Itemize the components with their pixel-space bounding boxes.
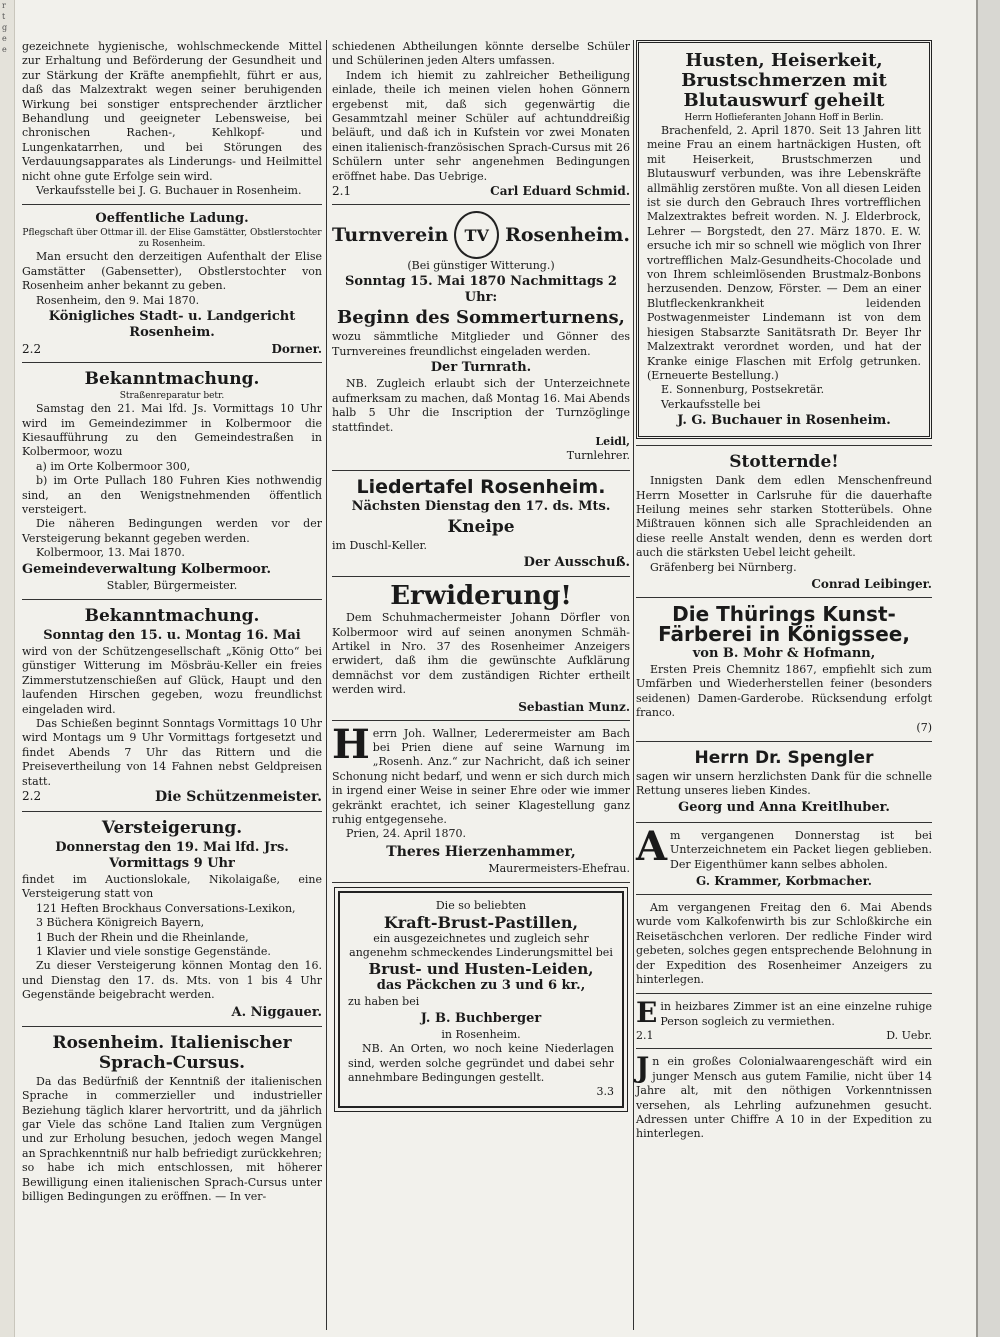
paragraph: gezeichnete hygienische, wohlschmeckende Mittel zur Erhaltung und Beförderung der Gesundheit und zur Stärkung der Kräfte anempfiehlt, führt er aus, daß das Malzextrakt wegen seiner beruhigenden Wirkung bei sonstiger entsprechender ärztlicher Behandlung und geeigneter Lebensweise, bei chronischen Rachen-, Kehlkopf- und Lungenkatarrhen, und bei Störungen des Verdauungsapparates als Linderungs- und Heilmittel nicht ohne gute Erfolge sein wird. [22,40,322,183]
ad-liedertafel [332,477,630,570]
paragraph: Zu dieser Versteigerung können Montag den 16. und Dienstag den 17. ds. Mts. von 1 bis 4 Uhr Gegenstände beigebracht werden. [22,959,322,1002]
ad-lehrling [636,1051,932,1141]
ad-kraft-brust-pastillen [338,891,624,1108]
paragraph: errn Joh. Wallner, Lederermeister am Bach bei Prien diene auf seine Warnung im „Rosenh. Anz.“ zur Nachricht, daß ich seiner Schonung nicht bedarf, und wenn er sich durch mich in irgend einer Weise in seiner Ehre oder wie immer gekränkt erachtet, ich seiner Klagestellung ganz ruhig entgegensehe. [332,726,630,826]
divider [332,204,630,205]
paragraph: wird von der Schützengesellschaft „König Otto“ bei günstiger Witterung im Mösbräu-Keller ein freies Zimmerstutzenschießen auf Glück, Haupt und den laufenden Hirschen gegeben, wozu freundlichst eingeladen wird. [22,644,322,716]
ad-spengler [636,748,932,816]
signature-role: Maurermeisters-Ehefrau. [488,861,630,875]
ad-title: Stotternde! [729,452,839,473]
signature: Dorner. [271,342,322,357]
ad-oeffentliche-ladung [22,211,322,356]
date: Rosenheim, den 9. Mai 1870. [36,293,200,307]
drop-cap: H [332,720,370,768]
signature: Conrad Leibinger. [811,576,932,591]
ad-packet [636,822,932,889]
ad-title: Kraft-Brust-Pastillen, [383,912,579,932]
event-date: Sonntag 15. Mai 1870 Nachmittags 2 Uhr: [345,274,617,306]
drop-cap: J [636,1051,650,1085]
venue: im Duschl-Keller. [332,538,427,552]
divider [22,1026,322,1027]
weather-note: (Bei günstiger Witterung.) [407,259,555,273]
signature: Sebastian Munz. [518,699,630,714]
court-name: Königliches Stadt- u. Landgericht Rosenheim. [48,309,296,341]
divider [636,445,932,446]
ad-faerberei [636,601,932,735]
seller: J. G. Buchauer in Rosenheim. [677,413,891,429]
ad-title: Rosenheim. Italienischer Sprach-Cursus. [52,1032,292,1073]
divider [636,822,932,823]
column-rule [633,40,634,1330]
signature: Theres Hierzenhammer, [386,843,576,860]
ad-subtitle: Pflegschaft über Ottmar ill. der Elise Gamstätter, Obstlerstochter zu Rosenheim. [22,228,322,250]
signature: G. Krammer, Korbmacher. [696,874,872,889]
signature: Der Ausschuß. [523,555,630,571]
ad-subtitle: Straßenreparatur betr. [119,391,225,402]
margin-char: r [2,1,6,10]
ad-number: 2.2 [22,342,42,357]
paragraph: Samstag den 21. Mai lfd. Js. Vormittags 10 Uhr wird im Gemeindezimmer in Kolbermoor die Kiesaufführung zu den Gemeindestraßen in Kolbermoor, wozu [22,402,322,459]
paragraph: NB. Zugleich erlaubt sich der Unterzeichnete aufmerksam zu machen, daß Montag 16. Mai Abends halb 5 Uhr die Inscription der Turnzöglinge stattfindet. [332,377,630,434]
paragraph: schiedenen Abtheilungen könnte derselbe Schüler und Schülerinen jeden Alters umfassen. [332,40,630,68]
seller-place: in Rosenheim. [441,1027,521,1041]
paragraph: Brachenfeld, 2. April 1870. Seit 13 Jahren litt meine Frau an einem hartnäckigen Husten, oft mit Heiserkeit, Brustschmerzen und Blutauswurf verbunden, was ihre Lebenskräfte allmählig zerstören mußte. Von all diesen Leiden ist sie durch den Gebrauch Ihres vortrefflichen Malzextraktes befreit worden. N. J. Elderbrock, Lehrer — Borgstedt, den 27. März 1870. E. W. ersuche ich mir so schnell wie möglich von Ihrer vortrefflichen Malz-Gesundheits-Chocolade und von Ihrem schleimlösenden Brustmalz-Bonbons herzusenden. Denzow, Förster. — Dem an einer Blutfleckenkrankheit leidenden Postwagenmeister Lindemann ist von dem hiesigen Stabsarzte Sanitätsrath Dr. Beyer Ihr Malzextrakt verordnet worden, und hat der Kranke einige Flaschen mit Erfolg getrunken. (Erneuerte Bestellung.) [647,124,921,382]
ad-title: Erwiderung! [390,581,572,612]
price: das Päckchen zu 3 und 6 kr., [376,978,586,994]
divider [332,882,630,883]
ad-subtitle: von B. Mohr & Hofmann, [692,645,876,661]
paragraph: Verkaufsstelle bei [661,397,761,411]
list-item: b) im Orte Pullach 180 Fuhren Kies nothwendig sind, an den Wenigstnehmenden öffentlich versteigert. [22,474,322,516]
signature: Leidl, [595,434,630,448]
ad-versteigerung [22,818,322,1020]
organization: Gemeindeverwaltung Kolbermoor. [22,561,272,577]
signature: Die Schützenmeister. [155,789,322,806]
ad-number: 2.1 [636,1029,654,1043]
ad-bekanntmachung-schiessen [22,606,322,805]
ad-title: Bekanntmachung. [84,605,260,626]
ad-erwiderung [332,583,630,713]
ad-number: (7) [916,720,932,734]
column-2 [332,40,630,1116]
signature: Carl Eduard Schmid. [490,184,630,199]
signature: Georg und Anna Kreitlhuber. [678,799,890,815]
divider [332,576,630,577]
margin-char: e [2,34,7,43]
paragraph: wozu sämmtliche Mitglieder und Gönner des Turnvereines freundlichst eingeladen werden. [332,330,630,358]
ad-wallner [332,720,630,877]
ad-turnverein [332,211,630,464]
paragraph: m vergangenen Donnerstag ist bei Unterzeichnetem ein Packet liegen geblieben. Der Eigenthümer kann selbes abholen. [670,828,932,871]
heading-left: Turnverein [332,224,449,247]
ad-lead: Sonntag den 15. u. Montag 16. Mai [43,627,301,643]
paragraph: sagen wir unsern herzlichsten Dank für die schnelle Rettung unseres lieben Kindes. [636,770,932,798]
ad-stotternde [636,452,932,591]
ad-italienisch-cursus-cont [332,40,630,198]
divider [22,599,322,600]
divider [636,993,932,994]
list-item: 3 Büchera Königreich Bayern, [36,916,205,930]
drop-cap: A [636,822,668,870]
ad-reisetaeschchen [636,901,932,987]
paragraph: in heizbares Zimmer ist an eine einzelne ruhige Person sogleich zu vermiethen. [660,1000,932,1028]
paragraph: ein ausgezeichnetes und zugleich sehr angenehm schmeckendes Linderungsmittel bei [349,931,613,960]
divider [22,362,322,363]
signature: D. Uebr. [886,1029,932,1043]
ad-zimmer [636,996,932,1043]
drop-cap: E [636,996,658,1030]
left-margin-strip [0,0,15,1337]
divider [22,204,322,205]
paragraph: n ein großes Colonialwaarengeschäft wird ein junger Mensch aus gutem Familie, nicht über 14 Jahre alt, mit den nöthigen Vorkenntnissen versehen, als Lehrling aufzunehmen gesucht. Adressen unter Chiffre A 10 in der Expedition zu hinterlegen. [636,1055,932,1141]
ad-title: Versteigerung. [101,818,243,839]
ad-italienisch-cursus [22,1033,322,1205]
signature: E. Sonnenburg, Postsekretär. [661,383,825,397]
event-date: Nächsten Dienstag den 17. ds. Mts. [351,498,611,514]
ad-bekanntmachung-strassen [22,369,322,593]
ad-title: Brust- und Husten-Leiden, [368,960,594,979]
paragraph: Am vergangenen Freitag den 6. Mai Abends wurde vom Kalkofenwirth bis zur Schloßkirche ein Reisetäschchen verloren. Der redliche Finder wird gebeten, solches gegen entsprechende Belohnung in der Expedition des Rosenheimer Anzeigers zu hinterlegen. [636,901,932,987]
page-edge [976,0,1000,1337]
signature-role: Turnlehrer. [566,449,630,463]
turnverein-heading [332,211,630,259]
signature: A. Niggauer. [231,1004,322,1020]
ad-title: Bekanntmachung. [84,369,260,390]
column-rule [326,40,327,1330]
divider [22,811,322,812]
ad-title: Oeffentliche Ladung. [95,211,249,227]
malzextrakt-text [22,40,322,198]
paragraph: NB. An Orten, wo noch keine Niederlagen sind, werden solche gegründet und dabei sehr annehmbare Bedingungen gestellt. [348,1042,614,1085]
ad-husten-malzextrakt [636,40,932,439]
signature: Stabler, Bürgermeister. [106,578,238,592]
paragraph: Die näheren Bedingungen werden vor der Versteigerung bekannt gegeben werden. [22,517,322,545]
ad-number: 2.2 [22,789,42,804]
paragraph: Indem ich hiemit zu zahlreicher Betheiligung einlade, theile ich meinen vielen hohen Gönnern ergebenst mit, daß sich gegenwärtig die Gesammtzahl meiner Schüler auf achtunddreißig beläuft, und daß ich in Kufstein vor zwei Monaten einen italienisch-französischen Sprach-Cursus mit 26 Schülern unter sehr angenehmen Bedingungen eröffnet habe. Das Uebrige. [332,68,630,183]
seller: J. B. Buchberger [420,1010,542,1026]
divider [636,741,932,742]
list-item: 1 Buch der Rhein und die Rheinlande, [36,930,249,944]
ad-number: 3.3 [596,1085,614,1099]
divider [332,470,630,471]
heading-right: Rosenheim. [505,224,630,247]
paragraph: Verkaufsstelle bei J. G. Buchauer in Rosenheim. [36,184,302,198]
column-1 [22,40,322,1210]
paragraph: Das Schießen beginnt Sonntags Vormittags 10 Uhr wird Montags um 9 Uhr Vormittags fortgesetzt und findet Abends 7 Uhr das Rittern und die Preisevertheilung von 14 Fahnen nebst Geldpreisen statt. [22,717,322,788]
divider [636,894,932,895]
date: Prien, 24. April 1870. [346,827,467,841]
ad-title: Herrn Dr. Spengler [694,748,874,768]
list-item: 121 Heften Brockhaus Conversations-Lexikon, [36,901,296,915]
column-3 [636,40,932,1148]
margin-char: t [2,12,6,21]
divider [636,597,932,598]
divider [332,720,630,721]
place: Gräfenberg bei Nürnberg. [650,560,797,574]
ad-lead: Die so beliebten [435,899,527,913]
list-item: a) im Orte Kolbermoor 300, [36,459,191,473]
margin-char: e [2,45,7,54]
ad-title: Beginn des Sommerturnens, [337,307,625,329]
ad-number: 2.1 [332,184,352,199]
ad-title: Husten, Heiserkeit, Brustschmerzen mit Blutauswurf geheilt [681,50,887,111]
paragraph: Innigsten Dank dem edlen Menschenfreund Herrn Mosetter in Carlsruhe für die dauerhafte Heilung meines sehr starken Stotterübels. Ohne Mißtrauen können sich alle Sprachleidenden an diese reelle Anstalt wenden, denn es werden dort auch die stärksten Uebel leicht geheilt. [636,474,932,560]
date: Kolbermoor, 13. Mai 1870. [36,546,185,560]
ad-title: Liedertafel Rosenheim. [356,475,606,498]
paragraph: zu haben bei [348,995,420,1009]
list-item: 1 Klavier und viele sonstige Gegenstände. [36,945,271,959]
ad-title: Die Thürings Kunst-Färberei in Königssee, [658,601,910,646]
ad-lead: Donnerstag den 19. Mai lfd. Jrs. Vormittags 9 Uhr [55,840,289,872]
turnverein-emblem-icon: TV [454,211,499,259]
paragraph: Ersten Preis Chemnitz 1867, empfiehlt sich zum Umfärben und Wiederherstellen feiner (besonders seidenen) Damen-Garderobe. Rücksendung erfolgt franco. [636,662,932,720]
paragraph: Dem Schuhmachermeister Johann Dörfler von Kolbermoor wird auf seinen anonymen Schmäh-Artikel in Nro. 37 des Rosenheimer Anzeigers erwidert, daß ihm die gewünschte Aufklärung demnächst vor dem zuständigen Richter ertheilt werden wird. [332,611,630,697]
paragraph: Man ersucht den derzeitigen Aufenthalt der Elise Gamstätter (Gabensetter), Obstlerstochter von Rosenheim anher bekannt zu geben. [22,250,322,293]
signature: Der Turnrath. [430,360,532,376]
paragraph: findet im Auctionslokale, Nikolaigaße, eine Versteigerung statt von [22,873,322,901]
event-name: Kneipe [447,516,515,537]
divider [636,1048,932,1049]
ad-subtitle: Herrn Hoflieferanten Johann Hoff in Berlin. [684,113,884,123]
paragraph: Da das Bedürfniß der Kenntniß der italienischen Sprache in commerzieller und industrieller Beziehung täglich klarer hervortritt, und da jährlich gar Viele das schöne Land Italien zum Vergnügen und zur Erholung besuchen, jedoch wegen Mangel an Sprachkenntniß nur halb befriedigt zurückkehren; so habe ich mich entschlossen, mit höherer Bewilligung einen italienischen Sprach-Cursus unter billigen Bedingungen zu eröffnen. — In ver- [22,1074,322,1203]
margin-char: g [2,23,8,32]
